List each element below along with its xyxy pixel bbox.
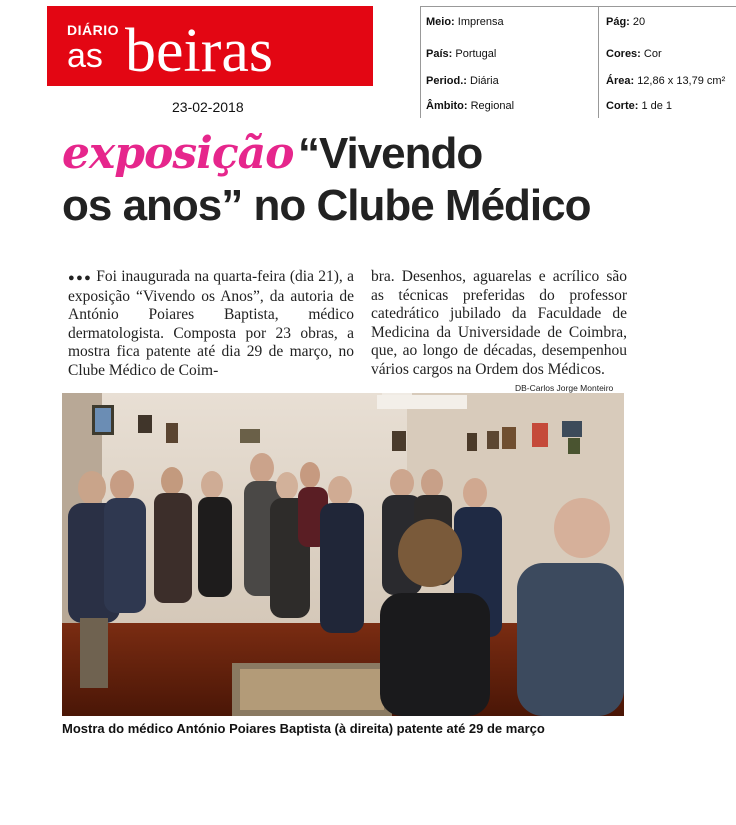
meta-area: Área: 12,86 x 13,79 cm² xyxy=(606,75,726,87)
logo-beiras-text: beiras xyxy=(125,17,274,85)
meta-corte: Corte: 1 de 1 xyxy=(606,100,673,112)
meta-meio: Meio: Imprensa xyxy=(426,16,504,28)
bullet-dots-icon: ●●● xyxy=(68,272,93,284)
article-photo xyxy=(62,393,624,716)
headline-line-2: os anos” no Clube Médico xyxy=(62,181,591,230)
meta-period: Period.: Diária xyxy=(426,75,499,87)
headline-kicker: exposição xyxy=(62,128,294,179)
photo-credit: DB-Carlos Jorge Monteiro xyxy=(515,383,614,393)
exhibition-photo-image xyxy=(62,393,624,716)
headline-line-1: “Vivendo xyxy=(297,129,483,178)
newspaper-logo xyxy=(47,6,373,86)
meta-cores: Cores: Cor xyxy=(606,48,662,60)
meta-ambito: Âmbito: Regional xyxy=(426,100,515,112)
article-text-1: Foi inaugurada na quarta-feira (dia 21), a exposição “Vivendo os Anos”, da autoria de António Poiares Baptista, médico dermatologista. Composta por 23 obras, a mostra fica patente até dia 29 de março, no Clube Médico de Coim- xyxy=(68,268,354,379)
article-column-2 xyxy=(371,268,627,379)
logo-diario-text: DIÁRIO xyxy=(67,22,119,38)
article-column-1 xyxy=(68,268,354,380)
article-text-2: bra. Desenhos, aguarelas e acrílico são as técnicas preferidas do professor catedrático jubilado da Faculdade de Medicina da Universidade de Coimbra, que, ao longo de décadas, desempenhou vários cargos na Ordem dos Médicos. xyxy=(371,268,627,378)
publication-date: 23-02-2018 xyxy=(172,99,244,115)
meta-pais: País: Portugal xyxy=(426,48,497,60)
meta-pag: Pág: 20 xyxy=(606,16,646,28)
photo-caption: Mostra do médico António Poiares Baptista (à direita) patente até 29 de março xyxy=(62,721,545,736)
logo-as-text: as xyxy=(67,37,103,75)
clipping-meta-table xyxy=(420,6,736,118)
